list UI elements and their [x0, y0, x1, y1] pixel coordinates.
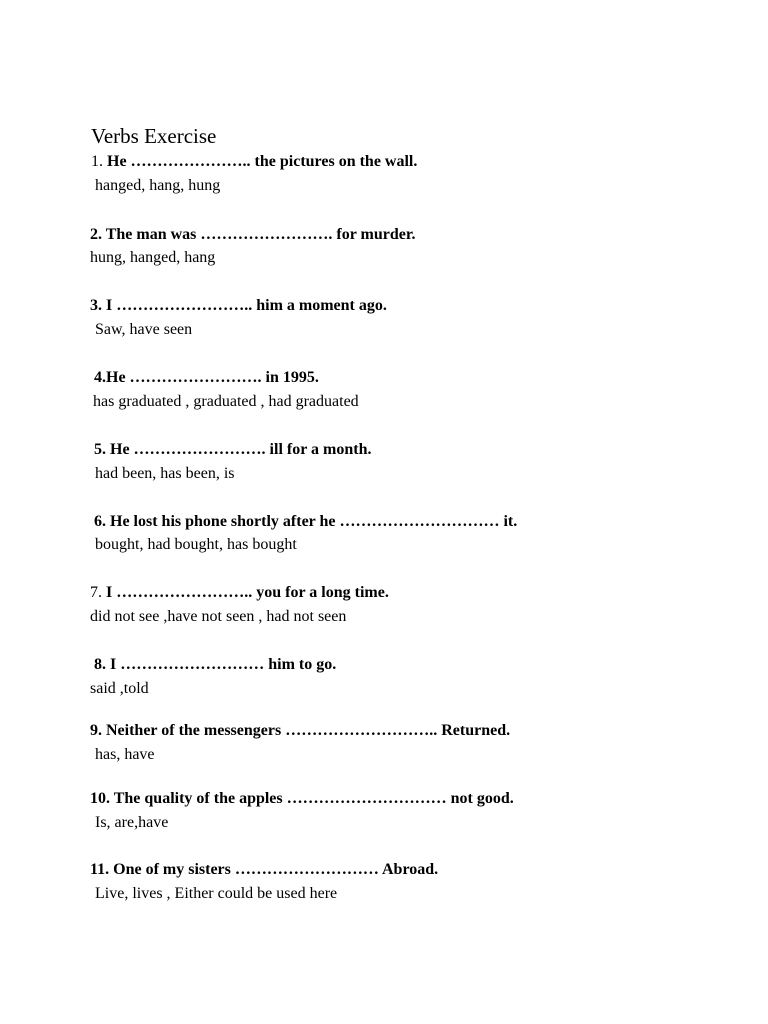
question-10-options: Is, are,have [95, 814, 169, 831]
question-11-options: Live, lives , Either could be used here [95, 885, 338, 902]
question-9-options: has, have [95, 746, 155, 763]
question-text: I ……………………… him to go. [110, 656, 337, 673]
question-4-options: has graduated , graduated , had graduated [93, 393, 359, 410]
question-number: 6. [94, 513, 106, 530]
question-3-options: Saw, have seen [95, 321, 193, 338]
question-number: 1. [91, 153, 103, 170]
question-text: The quality of the apples ………………………… not good. [113, 790, 514, 807]
question-7-options: did not see ,have not seen , had not seen [90, 608, 347, 625]
question-number: 5. [94, 441, 106, 458]
question-text: He lost his phone shortly after he ………………………… it. [110, 513, 518, 530]
question-number: 10. [90, 790, 110, 807]
question-8 [94, 655, 336, 675]
question-4 [94, 368, 319, 388]
question-2 [90, 225, 416, 245]
question-6 [94, 512, 517, 532]
question-8-options: said ,told [90, 680, 149, 697]
question-number: 4. [94, 369, 106, 386]
question-text: He ………………….. the pictures on the wall. [107, 153, 418, 170]
question-3 [90, 296, 387, 316]
question-number: 9. [90, 722, 102, 739]
question-number: 3. [90, 297, 102, 314]
question-text: One of my sisters ……………………… Abroad. [113, 861, 439, 878]
question-1-options: hanged, hang, hung [95, 177, 221, 194]
question-text: I …………………….. you for a long time. [106, 584, 389, 601]
question-number: 2. [90, 226, 102, 243]
question-10 [90, 789, 514, 809]
question-number: 8. [94, 656, 106, 673]
question-1 [91, 152, 417, 172]
question-2-options: hung, hanged, hang [90, 249, 216, 266]
question-5 [94, 440, 371, 460]
question-text: The man was ……………………. for murder. [105, 226, 416, 243]
question-5-options: had been, has been, is [95, 465, 235, 482]
question-number: 11. [90, 861, 110, 878]
question-7 [90, 583, 389, 603]
question-text: Neither of the messengers ……………………….. Returned. [106, 722, 511, 739]
question-11 [90, 860, 438, 880]
page-title: Verbs Exercise [91, 124, 217, 148]
question-text: He ……………………. in 1995. [106, 369, 319, 386]
question-number: 7. [90, 584, 102, 601]
question-6-options: bought, had bought, has bought [95, 536, 297, 553]
question-text: I …………………….. him a moment ago. [106, 297, 387, 314]
question-text: He ……………………. ill for a month. [110, 441, 372, 458]
question-9 [90, 721, 510, 741]
